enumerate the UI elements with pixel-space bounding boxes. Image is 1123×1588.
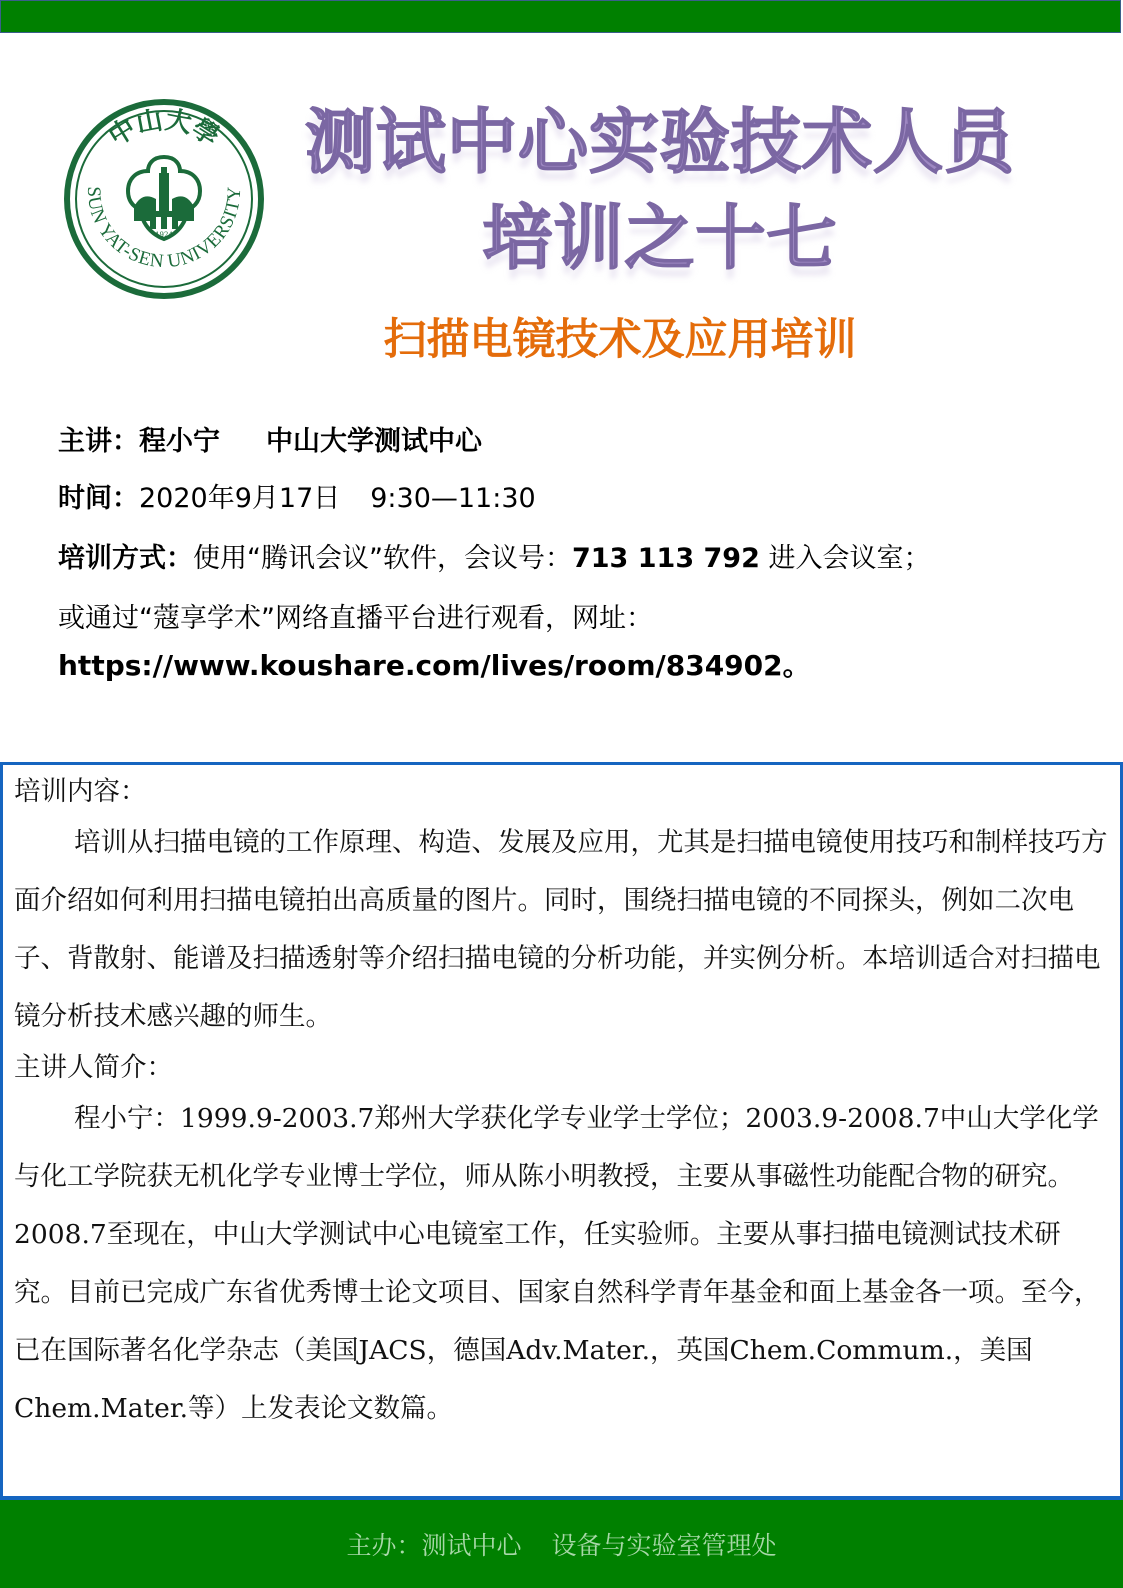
time-range: 9:30—11:30 — [370, 483, 536, 514]
footer-bar — [0, 1496, 1123, 1588]
livestream-url-line — [58, 648, 811, 684]
training-description: 培训从扫描电镜的工作原理、构造、发展及应用，尤其是扫描电镜使用技巧和制样技巧方面介绍如何利用扫描电镜拍出高质量的图片。同时，围绕扫描电镜的不同探头，例如二次电子、背散射、能谱及扫描透射等介绍扫描电镜的分析功能，并实例分析。本培训适合对扫描电镜分析技术感兴趣的师生。 — [14, 827, 1108, 1032]
svg-text:中山大學: 中山大學 — [103, 105, 225, 153]
method-label: 培训方式： — [58, 543, 193, 574]
speaker-bio: 程小宁：1999.9-2003.7郑州大学获化学专业学士学位；2003.9-2008.7中山大学化学与化工学院获无机化学专业博士学位，师从陈小明教授，主要从事磁性功能配合物的研究。2008.7至现在，中山大学测试中心电镜室工作，任实验师。主要从事扫描电镜测试技术研究。目前已完成广东省优秀博士论文项目、国家自然科学青年基金和面上基金各一项。至今，已在国际著名化学杂志（美国JACS，德国Adv.Mater.，英国Chem.Commum.，美国Chem.Mater.等）上发表论文数篇。 — [14, 1103, 1101, 1424]
alt-viewing-line: 或通过“蔻享学术”网络直播平台进行观看，网址： — [58, 603, 653, 634]
title-line-1: 测试中心实验技术人员 — [305, 101, 1015, 183]
title-line-2: 培训之十七 — [482, 197, 838, 279]
livestream-url-link[interactable]: https://www.koushare.com/lives/room/834902 — [58, 649, 783, 682]
logo-emblem-icon — [64, 99, 264, 299]
speaker-label: 主讲： — [58, 426, 139, 457]
footer-organizer: 主办：测试中心 — [346, 1531, 522, 1560]
footer-organizer-2: 设备与实验室管理处 — [551, 1531, 777, 1560]
page-subtitle: 扫描电镜技术及应用培训 — [383, 315, 857, 365]
time-line — [58, 481, 536, 517]
content-text — [14, 770, 1110, 1438]
bio-heading: 主讲人简介： — [14, 1052, 173, 1083]
university-logo — [64, 99, 264, 299]
speaker-name: 程小宁 — [139, 426, 220, 457]
method-text: 使用“腾讯会议”软件，会议号： — [193, 543, 572, 574]
speaker-line — [58, 424, 482, 460]
svg-text:SUN YAT-SEN UNIVERSITY: SUN YAT-SEN UNIVERSITY — [82, 185, 246, 273]
speaker-org: 中山大学测试中心 — [266, 426, 482, 457]
method-text-post: 进入会议室； — [759, 543, 931, 574]
training-heading: 培训内容： — [14, 776, 147, 807]
url-suffix: 。 — [782, 649, 811, 682]
time-date: 2020年9月17日 — [139, 483, 341, 514]
time-label: 时间： — [58, 483, 139, 514]
svg-text:1924: 1924 — [155, 231, 173, 239]
page-title — [290, 94, 1030, 286]
top-banner-bar — [0, 0, 1121, 33]
method-line — [58, 541, 930, 577]
meeting-id: 713 113 792 — [571, 543, 760, 574]
